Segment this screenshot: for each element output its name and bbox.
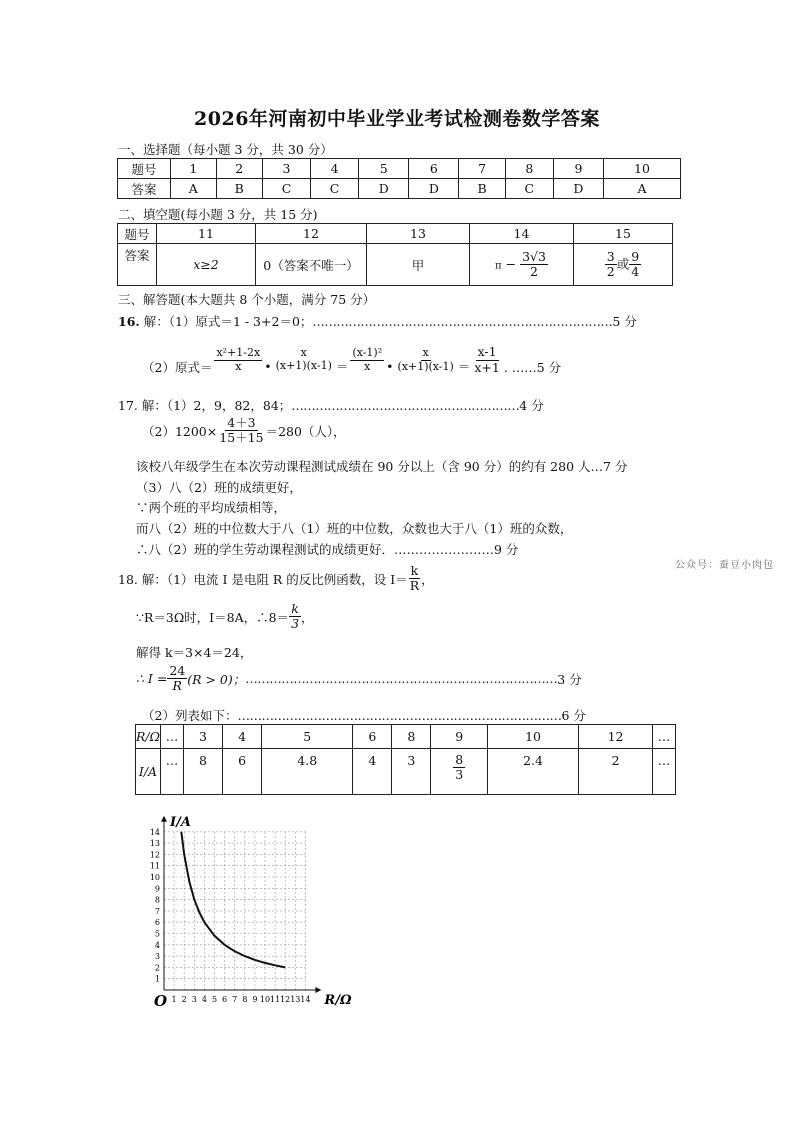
cell-answer-8: C: [505, 179, 553, 199]
x-tick-label: 7: [232, 995, 238, 1004]
cell-number-7: 7: [459, 159, 505, 179]
cell-i: …: [161, 749, 184, 795]
q17-line6: 而八（2）班的中位数大于八（1）班的中位数，众数也大于八（1）班的众数，: [136, 521, 573, 536]
times-dot: •: [386, 358, 394, 374]
numerator: x²+1-2x: [216, 345, 261, 359]
denominator: 4: [631, 264, 640, 279]
cell-i: 4.8: [262, 749, 353, 795]
fraction-c: [350, 347, 384, 373]
comma: ，: [301, 609, 314, 625]
cell-number-13: 13: [367, 224, 470, 244]
equals: ＝: [335, 359, 349, 374]
x-tick-label: 6: [222, 995, 228, 1004]
cell-i: …: [653, 749, 676, 795]
y-tick-label: 4: [154, 940, 160, 950]
x-tick-label: 1: [171, 995, 177, 1004]
fraction-15a: [605, 250, 617, 280]
y-tick-label: 12: [149, 850, 160, 860]
q17-part2-result: ＝280（人），: [265, 423, 346, 439]
q17-part1-text: 17. 解：（1）2，9，82，84；: [118, 398, 292, 413]
q18-line3: 解得 k＝3×4＝24，: [136, 645, 253, 660]
denominator: (x+1)(x-1): [275, 359, 332, 372]
numerator: x: [422, 345, 429, 359]
cell-answer-7: B: [459, 179, 505, 199]
x-tick-label: 4: [201, 995, 207, 1004]
denominator: 2: [530, 264, 538, 279]
cell-r: …: [161, 725, 184, 749]
fill-answer-table: [117, 223, 673, 286]
q17-line4: （3）八（2）班的成绩更好，: [136, 480, 302, 495]
row-label-answer: 答案: [118, 244, 157, 286]
score-label: 3 分: [557, 671, 582, 687]
denominator: 3: [455, 767, 464, 783]
y-tick-label: 10: [149, 873, 160, 882]
y-axis-label: I/A: [170, 814, 191, 830]
q17-line7: ∴八（2）班的学生劳动课程测试的成绩更好．……………………9 分: [136, 542, 519, 557]
score-label: 5 分: [612, 314, 637, 329]
cell-i: 2: [579, 749, 653, 795]
cell-number-14: 14: [470, 224, 574, 244]
cell-number-2: 2: [216, 159, 262, 179]
row-label-number: 题号: [118, 224, 157, 244]
row-label-answer: 答案: [118, 179, 171, 199]
leader-dots: ………………………………………………………………………: [237, 708, 562, 723]
q18-part2: [136, 602, 314, 632]
cell-r: 12: [579, 725, 653, 749]
q18-part1: [118, 564, 434, 594]
cell-number-8: 8: [505, 159, 553, 179]
q16-part1: [118, 312, 637, 330]
score-label: 4 分: [519, 398, 544, 413]
cell-i: 2.4: [487, 749, 578, 795]
x-tick-label: 13: [290, 995, 301, 1004]
cell-answer-6: D: [409, 179, 459, 199]
cell-answer-5: D: [359, 179, 409, 199]
cell-number-9: 9: [553, 159, 603, 179]
row-label-i: I/A: [136, 749, 161, 795]
x-tick-label: 9: [252, 995, 258, 1004]
denominator: (x+1)(x-1): [397, 359, 454, 373]
cell-answer-4: C: [311, 179, 359, 199]
cell-answer-9: D: [553, 179, 603, 199]
q17-part2: [142, 416, 346, 446]
cell-answer-2: B: [216, 179, 262, 199]
q17-line5: ∵两个班的平均成绩相等，: [136, 500, 287, 515]
leader-dots: …………………………………………………………………: [312, 314, 613, 329]
y-tick-label: 1: [154, 974, 160, 984]
cell-answer-10: A: [604, 179, 681, 199]
domain-condition: (R > 0)；: [187, 671, 246, 687]
answer-11: x≥2: [157, 244, 256, 286]
x-axis-arrow: [315, 987, 321, 993]
cell-number-4: 4: [311, 159, 359, 179]
cell-number-5: 5: [359, 159, 409, 179]
cell-number-12: 12: [256, 224, 367, 244]
denominator: 2: [606, 264, 615, 279]
numerator: 8: [455, 752, 464, 767]
numerator: 3: [606, 248, 615, 264]
denominator: 15＋15: [219, 430, 264, 446]
numerator: (x-1)²: [352, 345, 383, 359]
numerator: x: [300, 346, 307, 360]
numerator: 24: [169, 663, 186, 678]
numerator: k: [410, 563, 419, 578]
section3-heading: 三、解答题(本大题共 8 个小题，满分 75 分）: [118, 292, 376, 307]
cell-i: 6: [223, 749, 262, 795]
cell-number-10: 10: [604, 159, 681, 179]
q18-part1-text: 18. 解：（1）电流 I 是电阻 R 的反比例函数，设 I＝: [118, 571, 408, 587]
y-tick-label: 11: [149, 861, 160, 871]
leader-dots: …………………………………………………: [291, 398, 520, 413]
q16-part1-text: 解：（1）原式＝1 - 3+2＝0；: [143, 314, 313, 329]
comma: ，: [421, 571, 434, 587]
pi-symbol: π: [495, 260, 502, 271]
fraction-b: [274, 347, 334, 372]
or-text: 或: [616, 256, 630, 271]
times-dot: •: [264, 358, 272, 374]
watermark: 公众号：蚕豆小肉包: [675, 560, 774, 571]
cell-answer-1: A: [171, 179, 217, 199]
fraction-a: [214, 347, 262, 373]
equals: ＝: [457, 359, 471, 374]
q16-number: 16.: [118, 314, 140, 329]
y-axis-arrow: [161, 816, 167, 822]
q18-line4-prefix: ∴ I =: [136, 671, 168, 687]
x-tick-label: 11: [270, 995, 281, 1004]
numerator: 3√3: [522, 248, 546, 264]
fraction-e: [472, 345, 501, 375]
y-tick-label: 7: [154, 906, 160, 916]
denominator: 3: [291, 616, 300, 632]
x-tick-label: 3: [191, 995, 197, 1004]
fraction-24-r: [167, 664, 187, 694]
numerator: 4＋3: [227, 415, 256, 430]
r-i-value-table: [135, 724, 676, 795]
cell-r: 9: [431, 725, 488, 749]
q17-part2-prefix: （2）1200×: [142, 423, 218, 439]
q18-line4: [136, 664, 582, 694]
score-label: 6 分: [561, 708, 586, 723]
y-tick-label: 5: [154, 929, 160, 939]
x-tick-label: 14: [300, 995, 311, 1004]
fraction-8-3: [453, 753, 465, 783]
fraction-k-3: [289, 602, 301, 632]
cell-r: 3: [184, 725, 223, 749]
cell-r: 5: [262, 725, 353, 749]
denominator: x: [364, 359, 371, 373]
y-tick-label: 14: [149, 827, 160, 837]
section1-heading: 一、选择题（每小题 3 分，共 30 分）: [118, 142, 333, 157]
numerator: 9: [631, 248, 640, 264]
leader-dots: ……………………………………………………………………: [245, 671, 558, 687]
fraction-d: [396, 347, 456, 373]
fraction-q17: [217, 416, 265, 446]
denominator: x: [235, 359, 242, 373]
inverse-proportion-graph: [140, 800, 380, 1015]
cell-r: …: [653, 725, 676, 749]
x-tick-label: 10: [259, 995, 271, 1004]
x-tick-label: 8: [242, 995, 248, 1004]
q17-line3: 该校八年级学生在本次劳动课程测试成绩在 90 分以上（含 90 分）的约有 280 人…7 分: [136, 459, 628, 474]
cell-number-15: 15: [574, 224, 673, 244]
x-tick-label: 2: [181, 995, 187, 1004]
page-title: 2026年河南初中毕业学业考试检测卷数学答案: [194, 108, 600, 130]
x-axis-label: R/Ω: [324, 993, 352, 1008]
numerator: k: [291, 601, 299, 616]
numerator: x-1: [477, 344, 497, 360]
origin-label: O: [154, 992, 168, 1010]
fraction-14: [520, 250, 548, 280]
q18-line5: [142, 706, 586, 724]
cell-r: 4: [223, 725, 262, 749]
choice-answer-table: [117, 158, 681, 199]
q18-line5-text: （2）列表如下：: [142, 708, 238, 723]
cell-r: 10: [487, 725, 578, 749]
cell-r: 8: [392, 725, 431, 749]
cell-i: 8: [184, 749, 223, 795]
q16-part2-score: . ……5 分: [503, 360, 562, 375]
y-tick-label: 9: [154, 884, 160, 894]
cell-r: 6: [353, 725, 392, 749]
cell-i: 3: [392, 749, 431, 795]
cell-i: 4: [353, 749, 392, 795]
cell-number-1: 1: [171, 159, 217, 179]
minus-sign: −: [505, 256, 517, 271]
x-tick-label: 12: [280, 995, 291, 1004]
denominator: R: [409, 578, 420, 594]
y-tick-label: 6: [154, 918, 160, 928]
y-tick-label: 2: [154, 963, 160, 973]
section2-heading: 二、填空题(每小题 3 分，共 15 分): [118, 207, 318, 222]
y-tick-label: 8: [154, 895, 160, 905]
answer-13: 甲: [367, 244, 470, 286]
q17-part1: [118, 396, 544, 414]
x-tick-label: 5: [211, 995, 218, 1004]
fraction-15b: [629, 250, 641, 280]
cell-i: [431, 749, 488, 795]
q16-part2-prefix: （2）原式＝: [142, 360, 213, 375]
cell-number-3: 3: [262, 159, 310, 179]
cell-number-11: 11: [157, 224, 256, 244]
denominator: R: [172, 678, 182, 694]
fraction-k-r: [408, 564, 421, 594]
cell-answer-3: C: [262, 179, 310, 199]
y-tick-label: 3: [154, 952, 160, 962]
answer-14: [470, 244, 574, 286]
denominator: x+1: [474, 359, 500, 375]
answer-12: 0（答案不唯一）: [256, 244, 367, 286]
row-label-r: R/Ω: [136, 725, 161, 749]
cell-number-6: 6: [409, 159, 459, 179]
answer-15: [574, 244, 673, 286]
row-label-number: 题号: [118, 159, 171, 179]
q18-part2-text: ∵R＝3Ω时，I＝8A，∴8＝: [136, 609, 290, 625]
q16-part2: [142, 344, 561, 376]
y-tick-label: 13: [149, 839, 160, 849]
